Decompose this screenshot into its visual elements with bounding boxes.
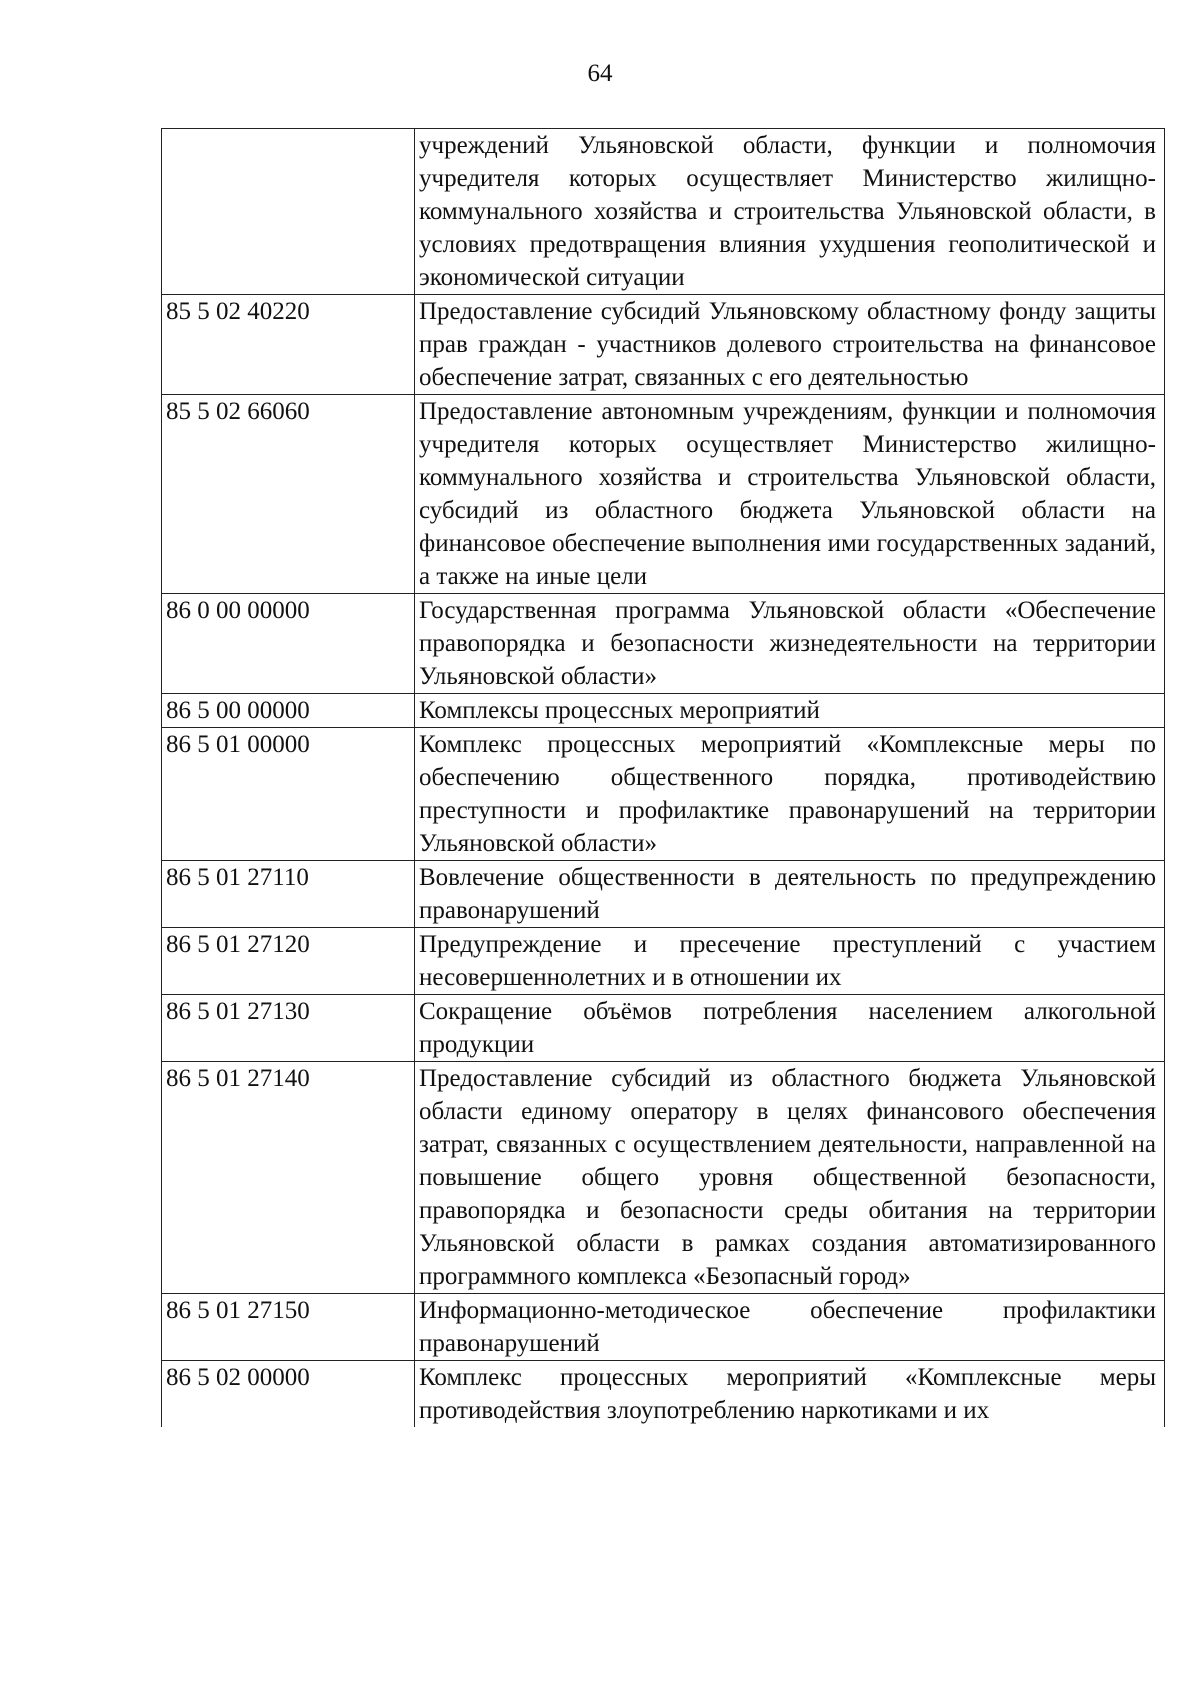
- row-description: Предупреждение и пресечение преступлений с участием несовершеннолетних и в отношении их: [415, 928, 1165, 995]
- table-row: [162, 694, 1165, 728]
- row-description: Комплекс процессных мероприятий «Комплексные меры противодействия злоупотреблению наркотиками и их: [415, 1361, 1165, 1428]
- table-row: [162, 861, 1165, 928]
- row-code: 86 5 00 00000: [162, 694, 415, 728]
- row-code: 86 5 01 27110: [162, 861, 415, 928]
- row-description: учреждений Ульяновской области, функции и полномочия учредителя которых осуществляет Министерство жилищно-коммунального хозяйства и строительства Ульяновской области, в условиях предотвращения влияния ухудшения геополитической и экономической ситуации: [415, 129, 1165, 295]
- table-row: [162, 1294, 1165, 1361]
- row-description: Предоставление субсидий из областного бюджета Ульяновской области единому оператору в целях финансового обеспечения затрат, связанных с осуществлением деятельности, направленной на повышение общего уровня общественной безопасности, правопорядка и безопасности среды обитания на территории Ульяновской области в рамках создания автоматизированного программного комплекса «Безопасный город»: [415, 1062, 1165, 1294]
- row-code: 86 5 01 00000: [162, 728, 415, 861]
- table-row: [162, 1361, 1165, 1428]
- row-description: Государственная программа Ульяновской области «Обеспечение правопорядка и безопасности жизнедеятельности на территории Ульяновской области»: [415, 594, 1165, 694]
- row-code: 86 5 01 27130: [162, 995, 415, 1062]
- row-description: Комплекс процессных мероприятий «Комплексные меры по обеспечению общественного порядка, противодействию преступности и профилактике правонарушений на территории Ульяновской области»: [415, 728, 1165, 861]
- row-code: 86 5 01 27140: [162, 1062, 415, 1294]
- row-code: 85 5 02 40220: [162, 295, 415, 395]
- row-code: 86 5 01 27150: [162, 1294, 415, 1361]
- table-row: [162, 728, 1165, 861]
- row-description: Комплексы процессных мероприятий: [415, 694, 1165, 728]
- row-description: Информационно-методическое обеспечение профилактики правонарушений: [415, 1294, 1165, 1361]
- row-code: 86 0 00 00000: [162, 594, 415, 694]
- row-description: Сокращение объёмов потребления населением алкогольной продукции: [415, 995, 1165, 1062]
- row-code: 86 5 02 00000: [162, 1361, 415, 1428]
- table-row: [162, 395, 1165, 594]
- table-row: [162, 594, 1165, 694]
- row-code: 85 5 02 66060: [162, 395, 415, 594]
- row-code: [162, 129, 415, 295]
- table-row: [162, 995, 1165, 1062]
- table-row: [162, 295, 1165, 395]
- budget-code-table: [161, 128, 1165, 1427]
- row-description: Вовлечение общественности в деятельность по предупреждению правонарушений: [415, 861, 1165, 928]
- row-description: Предоставление автономным учреждениям, функции и полномочия учредителя которых осуществляет Министерство жилищно-коммунального хозяйства и строительства Ульяновской области, субсидий из областного бюджета Ульяновской области на финансовое обеспечение выполнения ими государственных заданий, а также на иные цели: [415, 395, 1165, 594]
- table-row: [162, 928, 1165, 995]
- page-number: 64: [587, 60, 613, 87]
- row-description: Предоставление субсидий Ульяновскому областному фонду защиты прав граждан - участников долевого строительства на финансовое обеспечение затрат, связанных с его деятельностью: [415, 295, 1165, 395]
- row-code: 86 5 01 27120: [162, 928, 415, 995]
- table-row: [162, 129, 1165, 295]
- table-row: [162, 1062, 1165, 1294]
